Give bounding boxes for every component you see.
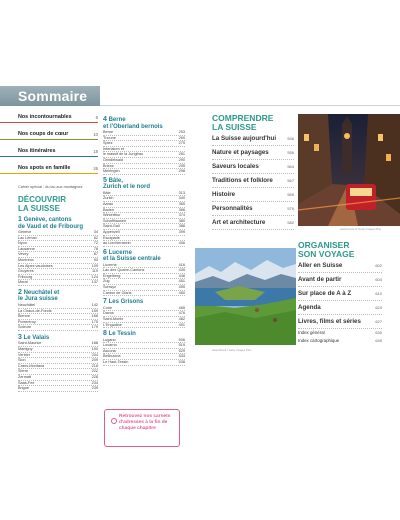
chapter-title bbox=[103, 178, 185, 191]
entry-page: 137 bbox=[91, 280, 98, 285]
entry-page: 290 bbox=[178, 157, 185, 162]
entry-label: Traditions et folklore bbox=[212, 177, 273, 184]
entry-page: 188 bbox=[91, 341, 98, 346]
entry-page: 627 bbox=[375, 319, 382, 324]
section-title-line1: DÉCOUVRIR bbox=[18, 195, 67, 204]
chapter-title-line2: Zurich et le nord bbox=[103, 184, 151, 191]
index-entry[interactable] bbox=[298, 329, 382, 337]
entry-page: 388 bbox=[178, 224, 185, 229]
entry-label: Genève bbox=[18, 230, 32, 234]
entry-page: 78 bbox=[93, 246, 98, 251]
entry-label: Sion bbox=[18, 358, 26, 363]
entry-label: Agenda bbox=[298, 304, 321, 311]
entry-label: Nature et paysages bbox=[212, 149, 269, 156]
special-label: Nos incontournables bbox=[18, 114, 72, 120]
toc-entry[interactable] bbox=[103, 169, 185, 175]
toc-entry[interactable] bbox=[298, 287, 382, 301]
entry-page: 564 bbox=[287, 164, 294, 169]
entry-page: 34 bbox=[93, 230, 98, 234]
special-entry[interactable] bbox=[18, 114, 98, 131]
entry-page: 209 bbox=[91, 358, 98, 363]
entry-page: 365 bbox=[178, 201, 185, 206]
entry-page: 546 bbox=[287, 136, 294, 141]
special-label: Nos coups de cœur bbox=[18, 131, 69, 137]
entry-page: 533 bbox=[178, 354, 185, 359]
toc-entry[interactable] bbox=[298, 273, 382, 287]
entry-page: 168 bbox=[91, 314, 98, 319]
entry-page: 538 bbox=[178, 360, 185, 364]
right-column-bottom bbox=[298, 241, 382, 345]
chapter-title-line1: Les Grisons bbox=[108, 299, 144, 306]
entry-label: Soleure bbox=[18, 325, 32, 330]
chapter-title-line1: Genève, cantons bbox=[23, 217, 72, 223]
entry-label: Sierre bbox=[18, 369, 29, 374]
chapter-title-line2: de Vaud et de Fribourg bbox=[18, 223, 84, 230]
entry-label: Winterthur bbox=[103, 213, 121, 218]
entry-label: Sur place de A à Z bbox=[298, 290, 352, 297]
entry-label: Bâle bbox=[103, 190, 111, 195]
chapter-title-line2: et l'Oberland bernois bbox=[103, 123, 163, 130]
section-title-organiser bbox=[298, 241, 382, 259]
entry-page: 569 bbox=[287, 192, 294, 197]
entry-label: le massif de la Jungfrau bbox=[103, 152, 144, 157]
entry-label: Zug bbox=[103, 279, 110, 284]
entry-label: Nyon bbox=[18, 241, 27, 246]
entry-page: 269 bbox=[178, 135, 185, 140]
entry-page: 159 bbox=[91, 308, 98, 313]
entry-page: 567 bbox=[287, 178, 294, 183]
toc-entry[interactable] bbox=[212, 216, 294, 230]
entry-label: Brienz bbox=[103, 163, 114, 168]
entry-page: 645 bbox=[375, 338, 382, 343]
chapter-number: 8 bbox=[103, 330, 107, 338]
entry-label: Escapade bbox=[103, 235, 120, 240]
entry-page: 582 bbox=[287, 220, 294, 225]
entry-page: 455 bbox=[178, 285, 185, 290]
special-page: 18 bbox=[93, 149, 98, 154]
entry-page: 435 bbox=[178, 268, 185, 273]
toc-entry[interactable] bbox=[103, 241, 185, 247]
entry-page: 465 bbox=[178, 305, 185, 310]
entry-page: 313 bbox=[178, 190, 185, 195]
header-rule bbox=[100, 105, 400, 106]
chapter-title bbox=[103, 117, 185, 130]
page-title: Sommaire bbox=[18, 88, 88, 104]
entry-page: 416 bbox=[178, 262, 185, 267]
entry-page: 62 bbox=[93, 235, 98, 240]
entry-page: 124 bbox=[91, 274, 98, 279]
entry-page: 179 bbox=[91, 325, 98, 330]
photo1-credit: www.hemis.fr/ Getty Images Plus bbox=[340, 227, 382, 231]
toc-entry[interactable] bbox=[298, 259, 382, 273]
special-color-line bbox=[0, 122, 98, 123]
entry-page: 234 bbox=[91, 380, 98, 385]
info-icon bbox=[111, 418, 117, 424]
entry-page: 399 bbox=[178, 229, 185, 234]
entry-page: 281 bbox=[178, 152, 185, 157]
entry-page: 366 bbox=[178, 207, 185, 212]
right-column-top bbox=[212, 114, 294, 230]
entry-label: Thoune bbox=[103, 135, 116, 140]
section-title-line1: ORGANISER bbox=[298, 240, 350, 250]
entry-page: 506 bbox=[178, 337, 185, 342]
special-color-line bbox=[0, 173, 98, 174]
chapter-number: 1 bbox=[18, 216, 22, 223]
entry-label: Davos bbox=[103, 311, 114, 316]
entry-label: Les Alpes vaudoises bbox=[18, 263, 53, 268]
section-title-line1: COMPRENDRE bbox=[212, 113, 274, 123]
special-cahier: Cahier spécial : du lac aux montagnes bbox=[18, 185, 83, 189]
entry-label: Art et architecture bbox=[212, 219, 266, 226]
entry-label: Histoire bbox=[212, 191, 236, 198]
entry-label: Lugano bbox=[103, 337, 116, 342]
toc-entry[interactable] bbox=[103, 360, 185, 366]
entry-page: 579 bbox=[287, 206, 294, 211]
special-entry[interactable] bbox=[18, 165, 98, 182]
toc-entry[interactable] bbox=[18, 386, 98, 392]
toc-entry[interactable] bbox=[298, 315, 382, 329]
toc-entry[interactable] bbox=[298, 301, 382, 315]
entry-label: Bienne bbox=[18, 314, 30, 319]
special-color-line bbox=[0, 156, 98, 157]
toc-entry[interactable] bbox=[103, 291, 185, 297]
entry-page: 476 bbox=[178, 311, 185, 316]
entry-label: Schaffhausen bbox=[103, 218, 127, 223]
photo2-credit: www.iStock / Getty Images Plus bbox=[212, 348, 252, 352]
photo-lake-mountains bbox=[195, 248, 296, 345]
entry-label: Saint-Moritz bbox=[103, 316, 124, 321]
entry-page: 109 bbox=[91, 263, 98, 268]
chapter-number: 3 bbox=[18, 333, 22, 341]
special-page: 6 bbox=[95, 115, 98, 120]
special-page: 26 bbox=[93, 166, 98, 171]
entry-label: Vevey bbox=[18, 252, 29, 257]
entry-page: 190 bbox=[91, 347, 98, 351]
section-title-line2: LA SUISSE bbox=[212, 122, 257, 132]
chapter-title-line1: Neuchâtel et bbox=[23, 289, 60, 296]
entry-page: 228 bbox=[91, 374, 98, 379]
entry-page: 175 bbox=[91, 319, 98, 324]
toc-entry[interactable] bbox=[212, 188, 294, 202]
entry-label: L'Engadine bbox=[103, 322, 122, 327]
entry-page: 491 bbox=[178, 322, 185, 327]
entry-page: 610 bbox=[375, 291, 382, 296]
entry-page: 448 bbox=[178, 273, 185, 278]
photo-night-street bbox=[298, 114, 400, 226]
chapter-number: 2 bbox=[18, 288, 22, 296]
entry-page: 72 bbox=[93, 241, 98, 246]
entry-label: Interlaken et bbox=[103, 146, 124, 151]
chapter-title bbox=[18, 290, 98, 303]
special-label: Nos itinéraires bbox=[18, 148, 56, 154]
entry-label: La Chaux-de-Fonds bbox=[18, 308, 52, 313]
entry-label: Brigue bbox=[18, 386, 29, 391]
chapter-title bbox=[103, 250, 185, 263]
entry-label: Meiringen bbox=[103, 169, 120, 174]
entry-label: Saveurs locales bbox=[212, 163, 259, 170]
entry-page: 406 bbox=[178, 241, 185, 246]
entry-label: Le Haut-Tessin bbox=[103, 360, 129, 364]
entry-label: Crans-Montana bbox=[18, 363, 45, 368]
entry-label: Martigny bbox=[18, 347, 33, 351]
entry-label: Aller en Suisse bbox=[298, 262, 343, 269]
entry-label: Lucerne bbox=[103, 262, 117, 267]
index-entry[interactable] bbox=[298, 337, 382, 345]
entry-label: Morat bbox=[18, 280, 28, 285]
chapter-title-line1: Le Valais bbox=[23, 334, 50, 341]
entry-label: Porrentruy bbox=[18, 319, 36, 324]
entry-label: Schwyz bbox=[103, 285, 117, 290]
chapter-number: 7 bbox=[103, 298, 107, 306]
lake-mountains-image bbox=[195, 248, 296, 345]
entry-page: 87 bbox=[93, 252, 98, 257]
toc-entry[interactable] bbox=[18, 325, 98, 331]
entry-page: 451 bbox=[178, 279, 185, 284]
toc-entry[interactable] bbox=[212, 146, 294, 160]
chapter-title-line2: et la Suisse centrale bbox=[103, 256, 161, 263]
entry-label: au Liechtenstein bbox=[103, 241, 131, 246]
chapter-title-line1: Bâle, bbox=[108, 177, 123, 184]
chapter-title-line1: Lucerne bbox=[108, 249, 132, 256]
left-column bbox=[18, 114, 98, 392]
entry-page: 275 bbox=[178, 141, 185, 146]
entry-page: 218 bbox=[91, 363, 98, 368]
entry-label: Avant de partir bbox=[298, 276, 342, 283]
chapter-number: 6 bbox=[103, 248, 107, 256]
entry-page: 253 bbox=[178, 130, 185, 134]
chapter-number: 4 bbox=[103, 116, 107, 123]
entry-label: Saas-Fee bbox=[18, 380, 35, 385]
entry-page: 380 bbox=[178, 218, 185, 223]
entry-label: Saint-Gall bbox=[103, 224, 120, 229]
entry-label: Baden bbox=[103, 207, 114, 212]
special-entry[interactable] bbox=[18, 148, 98, 165]
chapter-number: 5 bbox=[103, 176, 107, 184]
entry-page: 142 bbox=[91, 302, 98, 307]
night-street-image bbox=[298, 114, 400, 226]
entry-label: Ascona bbox=[103, 348, 116, 353]
chapter-title-line1: Berne bbox=[108, 117, 126, 123]
entry-page: 93 bbox=[93, 257, 98, 262]
toc-entry[interactable] bbox=[212, 202, 294, 216]
entry-page: 374 bbox=[178, 213, 185, 218]
entry-label: Montreux bbox=[18, 257, 34, 262]
entry-label: Appenzell bbox=[103, 229, 120, 234]
entry-label: Saint-Maurice bbox=[18, 341, 42, 346]
entry-label: Bellinzona bbox=[103, 354, 121, 359]
note-text: Retrouvez nos carnets d'adresses à la fin de chaque chapitre bbox=[119, 414, 171, 431]
page-header bbox=[0, 86, 400, 108]
entry-page: 119 bbox=[91, 269, 98, 274]
section-title-line2: SON VOYAGE bbox=[298, 249, 355, 259]
entry-page: 295 bbox=[178, 163, 185, 168]
entry-page: 460 bbox=[178, 290, 185, 295]
special-entry[interactable] bbox=[18, 131, 98, 148]
entry-page: 340 bbox=[178, 196, 185, 201]
special-label: Nos spots en famille bbox=[18, 165, 71, 171]
entry-label: Spiez bbox=[103, 141, 113, 146]
entry-label: Neuchâtel bbox=[18, 302, 36, 307]
entry-label: Index cartographique bbox=[298, 338, 340, 343]
toc-entry[interactable] bbox=[212, 132, 294, 146]
section-title-comprendre bbox=[212, 114, 294, 132]
entry-label: Lac Léman bbox=[18, 235, 37, 240]
entry-page: 482 bbox=[178, 316, 185, 321]
entry-page: 556 bbox=[287, 150, 294, 155]
special-page: 10 bbox=[93, 132, 98, 137]
entry-label: Livres, films et séries bbox=[298, 318, 361, 325]
entry-label: La Suisse aujourd'hui bbox=[212, 135, 277, 142]
middle-column bbox=[103, 114, 185, 366]
entry-page: 298 bbox=[178, 169, 185, 174]
entry-label: Engelberg bbox=[103, 273, 121, 278]
entry-page: 602 bbox=[375, 263, 382, 268]
toc-entry[interactable] bbox=[212, 174, 294, 188]
entry-label: Personnalités bbox=[212, 205, 253, 212]
entry-label: Gruyères bbox=[18, 269, 34, 274]
entry-page: 222 bbox=[91, 369, 98, 374]
entry-label: Canton de Glaris bbox=[103, 290, 132, 295]
entry-label: Zermatt bbox=[18, 374, 32, 379]
entry-page: 624 bbox=[375, 305, 382, 310]
chapter-title bbox=[18, 217, 98, 230]
entry-label: Lausanne bbox=[18, 246, 35, 251]
entry-label: Fribourg bbox=[18, 274, 33, 279]
entry-page: 519 bbox=[178, 343, 185, 348]
entry-page: 630 bbox=[375, 330, 382, 335]
entry-label: Grindelwald bbox=[103, 157, 124, 162]
toc-entry[interactable] bbox=[18, 280, 98, 286]
toc-entry[interactable] bbox=[212, 160, 294, 174]
chapter-title-line1: Le Tessin bbox=[108, 331, 136, 338]
entry-label: Aarau bbox=[103, 201, 114, 206]
entry-label: Coire bbox=[103, 305, 113, 310]
entry-page: 604 bbox=[375, 277, 382, 282]
special-color-line bbox=[0, 139, 98, 140]
entry-label: Verbier bbox=[18, 352, 31, 357]
address-note bbox=[104, 409, 180, 447]
entry-label: Berne bbox=[103, 130, 114, 134]
entry-page: 239 bbox=[91, 386, 98, 391]
section-title-line2: LA SUISSE bbox=[18, 204, 60, 213]
toc-entry[interactable] bbox=[103, 323, 185, 329]
chapter-title-line2: le Jura suisse bbox=[18, 296, 58, 303]
section-title-decouvrir bbox=[18, 195, 98, 213]
entry-label: Locarno bbox=[103, 343, 117, 348]
entry-page: 204 bbox=[91, 352, 98, 357]
entry-label: Index général bbox=[298, 330, 325, 335]
entry-page: 529 bbox=[178, 348, 185, 353]
entry-label: Lac des Quatre-Cantons bbox=[103, 268, 145, 273]
entry-label: Zurich bbox=[103, 196, 114, 201]
